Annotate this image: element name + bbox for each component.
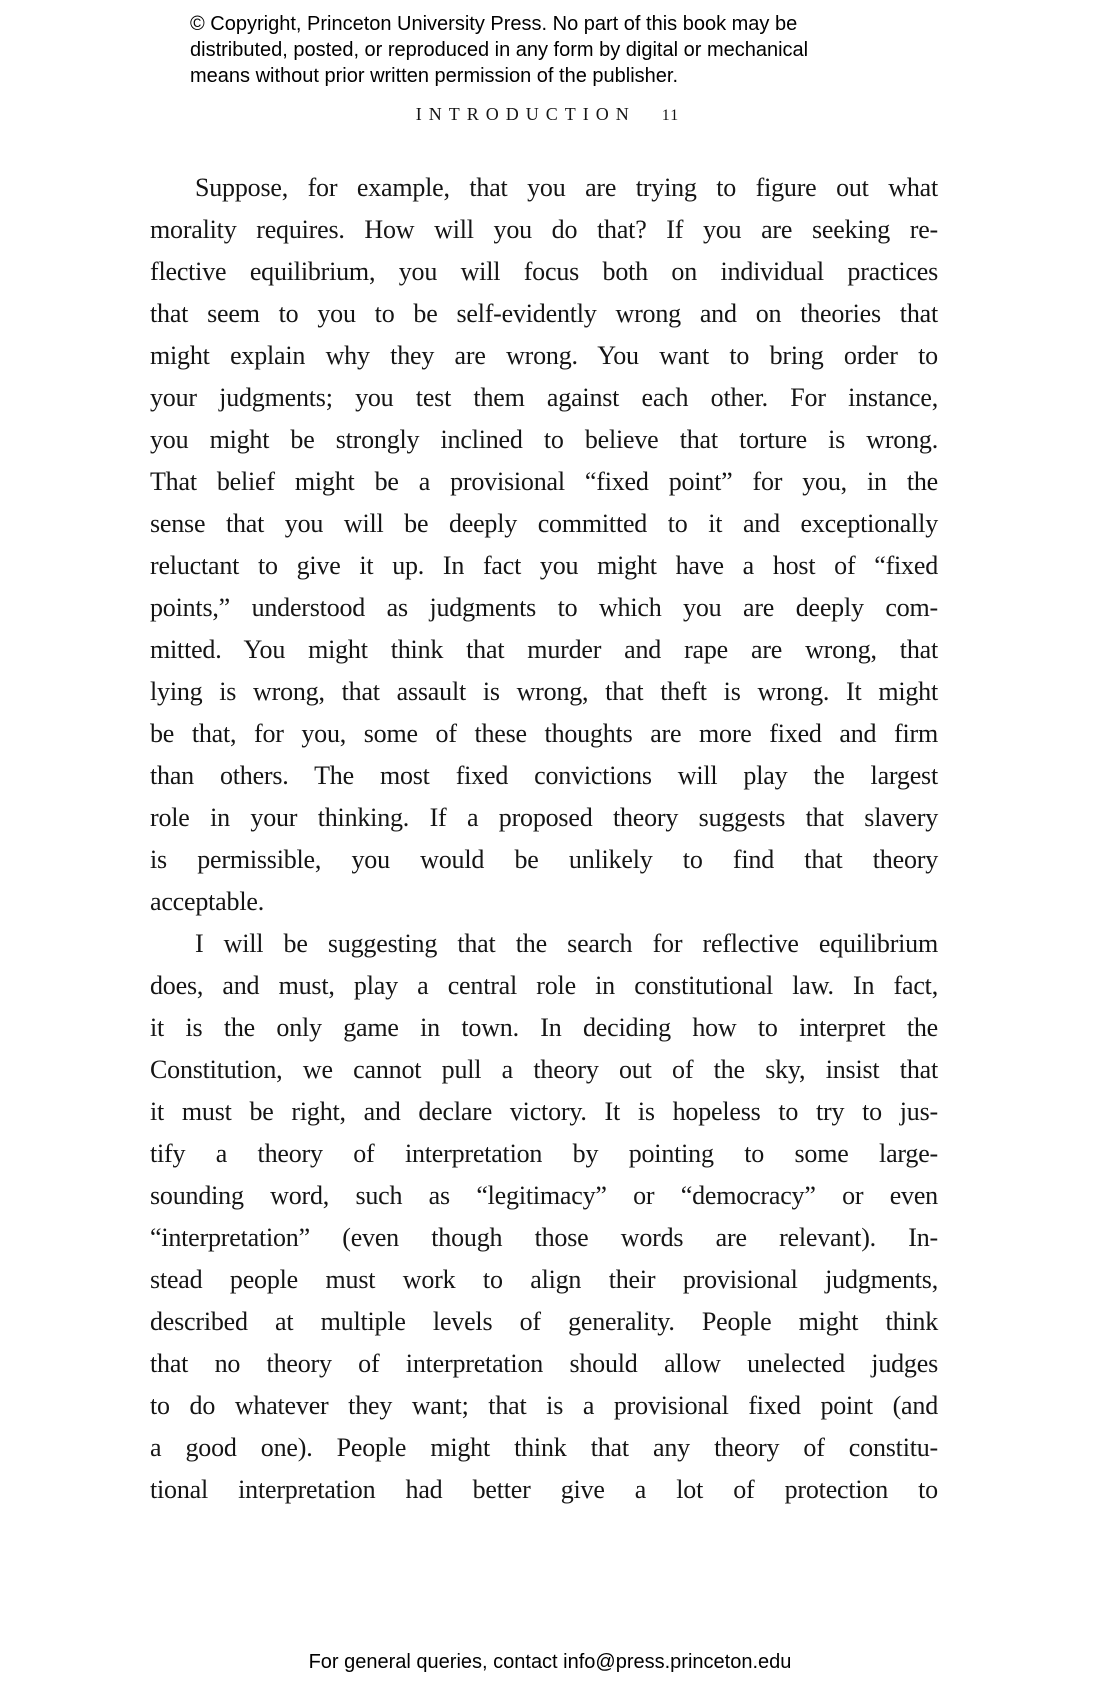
page-number: 11 — [661, 107, 680, 124]
text-line: acceptable. — [150, 887, 264, 916]
text-line: flective equilibrium, you will focus both on individual practices — [150, 257, 938, 286]
text-line: your judgments; you test them against each other. For instance, — [150, 383, 938, 412]
text-line: a good one). People might think that any theory of constitu- — [150, 1433, 938, 1462]
text-line: it is the only game in town. In deciding how to interpret the — [150, 1013, 938, 1042]
text-line: points,” understood as judgments to which you are deeply com- — [150, 593, 938, 622]
text-line: that seem to you to be self-evidently wrong and on theories that — [150, 299, 938, 328]
paragraph-2 — [150, 923, 938, 1511]
footer-contact: For general queries, contact info@press.princeton.edu — [308, 1651, 792, 1673]
text-line: be that, for you, some of these thoughts are more fixed and firm — [150, 719, 938, 748]
text-line: © Copyright, Princeton University Press. No part of this book may be — [190, 13, 798, 35]
text-line: Suppose, for example, that you are trying to figure out what — [195, 173, 938, 202]
running-head — [150, 104, 938, 125]
paragraph-1 — [150, 167, 938, 923]
copyright-notice — [190, 11, 808, 89]
text-line: described at multiple levels of generality. People might think — [150, 1307, 938, 1336]
text-line: you might be strongly inclined to believe that torture is wrong. — [150, 425, 938, 454]
text-line: tional interpretation had better give a lot of protection to — [150, 1475, 938, 1504]
text-line: role in your thinking. If a proposed theory suggests that slavery — [150, 803, 938, 832]
text-line: than others. The most fixed convictions will play the largest — [150, 761, 938, 790]
text-line: lying is wrong, that assault is wrong, that theft is wrong. It might — [150, 677, 938, 706]
text-line: to do whatever they want; that is a provisional fixed point (and — [150, 1391, 938, 1420]
text-line: stead people must work to align their provisional judgments, — [150, 1265, 938, 1294]
text-line: it must be right, and declare victory. It is hopeless to try to jus- — [150, 1097, 938, 1126]
text-line: “interpretation” (even though those words are relevant). In- — [150, 1223, 938, 1252]
text-line: morality requires. How will you do that? If you are seeking re- — [150, 215, 938, 244]
text-line: might explain why they are wrong. You want to bring order to — [150, 341, 938, 370]
text-line: That belief might be a provisional “fixed point” for you, in the — [150, 467, 938, 496]
text-line: distributed, posted, or reproduced in any form by digital or mechanical — [190, 39, 809, 61]
text-line: mitted. You might think that murder and rape are wrong, that — [150, 635, 938, 664]
body-text — [150, 167, 938, 1511]
text-line: reluctant to give it up. In fact you might have a host of “fixed — [150, 551, 938, 580]
text-line: tify a theory of interpretation by pointing to some large- — [150, 1139, 938, 1168]
text-line: Constitution, we cannot pull a theory out of the sky, insist that — [150, 1055, 938, 1084]
text-line: is permissible, you would be unlikely to find that theory — [150, 845, 938, 874]
text-line: does, and must, play a central role in constitutional law. In fact, — [150, 971, 938, 1000]
text-line: that no theory of interpretation should allow unelected judges — [150, 1349, 938, 1378]
text-line: sense that you will be deeply committed to it and exceptionally — [150, 509, 938, 538]
text-line: means without prior written permission of the publisher. — [190, 65, 679, 87]
chapter-title: INTRODUCTION — [415, 104, 636, 124]
text-line: sounding word, such as “legitimacy” or “democracy” or even — [150, 1181, 938, 1210]
text-line: I will be suggesting that the search for reflective equilibrium — [195, 929, 938, 958]
